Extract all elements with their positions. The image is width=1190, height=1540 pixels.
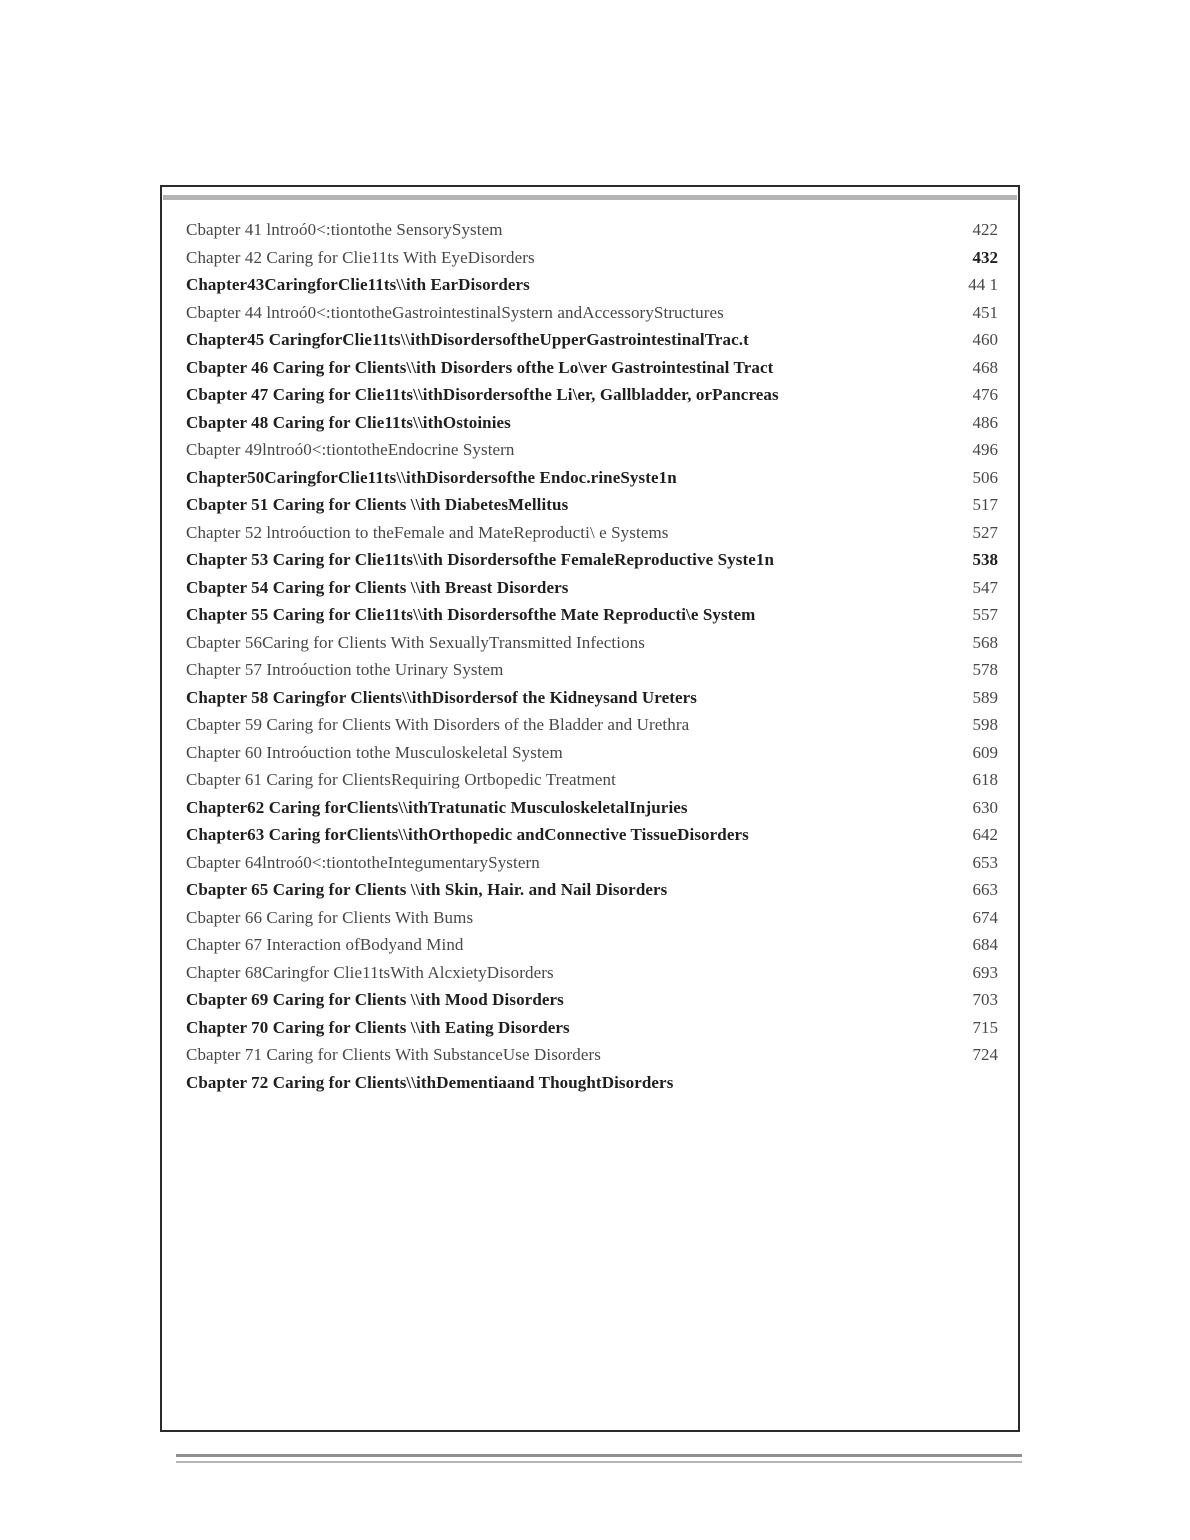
toc-entry <box>186 436 998 464</box>
chapter-title: Cbapter 44 lntroó0<:tiontotheGastrointestinalSystern andAccessoryStructures <box>186 302 724 322</box>
toc-entry <box>186 986 998 1014</box>
chapter-title: Cbapter 61 Caring for ClientsRequiring Ortbopedic Treatment <box>186 770 616 789</box>
page-number: 609 <box>972 742 998 762</box>
page-number: 618 <box>972 770 998 789</box>
chapter-title: Chapter 58 Caringfor Clients\\ithDisordersof the Kidneysand Ureters <box>186 687 698 707</box>
toc-list <box>186 216 998 1096</box>
page-number: 451 <box>972 302 998 322</box>
page-number: 693 <box>972 962 998 982</box>
page-number: 496 <box>972 440 998 459</box>
page-number: 663 <box>972 880 998 899</box>
toc-entry <box>186 629 998 657</box>
page-number: 527 <box>972 522 998 542</box>
toc-entry <box>186 931 998 959</box>
chapter-title: Cbapter 41 lntroó0<:tiontothe SensorySystem <box>186 220 503 239</box>
toc-entry <box>186 1069 998 1097</box>
toc-entry <box>186 244 998 272</box>
chapter-title: Cbapter 48 Caring for Clie11ts\\ithOstoinies <box>186 412 511 432</box>
toc-entry <box>186 1041 998 1069</box>
chapter-title: Cbapter 56Caring for Clients With SexuallyTransmitted Infections <box>186 632 645 652</box>
chapter-title: Chapter 60 Introóuction tothe Musculoskeletal System <box>186 742 563 762</box>
page-number: 557 <box>972 605 998 624</box>
page-number: 724 <box>972 1045 998 1064</box>
toc-entry <box>186 271 998 299</box>
chapter-title: Cbapter 72 Caring for Clients\\ithDementiaand ThoughtDisorders <box>186 1072 674 1092</box>
scan-top-bar <box>163 195 1017 200</box>
toc-entry <box>186 904 998 932</box>
page-number: 630 <box>972 797 998 817</box>
toc-entry <box>186 574 998 602</box>
chapter-title: Chapter63 Caring forClients\\ithOrthopedic andConnective TissueDisorders <box>186 825 749 844</box>
page-number: 653 <box>972 852 998 872</box>
page-number: 422 <box>972 220 998 239</box>
chapter-title: Cbapter 71 Caring for Clients With SubstanceUse Disorders <box>186 1045 601 1064</box>
page-number: 486 <box>972 412 998 432</box>
page-number: 468 <box>972 357 998 377</box>
chapter-title: Cbapter 59 Caring for Clients With Disorders of the Bladder and Urethra <box>186 715 690 734</box>
page-number: 476 <box>972 385 998 404</box>
page-frame <box>160 185 1020 1432</box>
chapter-title: Cbapter 65 Caring for Clients \\ith Skin, Hair. and Nail Disorders <box>186 880 668 899</box>
toc-entry <box>186 326 998 354</box>
toc-entry <box>186 959 998 987</box>
toc-entry <box>186 684 998 712</box>
chapter-title: Chapter 70 Caring for Clients \\ith Eating Disorders <box>186 1017 570 1037</box>
page-number: 506 <box>972 467 998 487</box>
page-number: 538 <box>972 550 998 569</box>
chapter-title: Cbapter 47 Caring for Clie11ts\\ithDisordersofthe Li\er, Gallbladder, orPancreas <box>186 385 779 404</box>
chapter-title: Chapter 67 Interaction ofBodyand Mind <box>186 935 464 954</box>
toc-entry <box>186 409 998 437</box>
chapter-title: Chapter 55 Caring for Clie11ts\\ith Disordersofthe Mate Reproducti\e System <box>186 605 756 624</box>
chapter-title: Cbapter 64lntroó0<:tiontotheIntegumentarySystern <box>186 852 540 872</box>
page-number: 674 <box>972 907 998 927</box>
toc-entry <box>186 821 998 849</box>
chapter-title: Cbapter 54 Caring for Clients \\ith Breast Disorders <box>186 577 569 597</box>
chapter-title: Cbapter 69 Caring for Clients \\ith Mood Disorders <box>186 990 564 1009</box>
toc-entry <box>186 381 998 409</box>
page-number: 568 <box>972 632 998 652</box>
page-number: 578 <box>972 660 998 679</box>
toc-entry <box>186 464 998 492</box>
toc-entry <box>186 849 998 877</box>
chapter-title: Chapter43CaringforClie11ts\\ith EarDisorders <box>186 275 530 294</box>
toc-entry <box>186 519 998 547</box>
toc-entry <box>186 739 998 767</box>
chapter-title: Cbapter 49lntroó0<:tiontotheEndocrine Systern <box>186 440 515 459</box>
toc-entry <box>186 711 998 739</box>
chapter-title: Chapter 57 Introóuction tothe Urinary System <box>186 660 504 679</box>
page-number: 598 <box>972 715 998 734</box>
chapter-title: Cbapter 46 Caring for Clients\\ith Disorders ofthe Lo\ver Gastrointestinal Tract <box>186 357 774 377</box>
page-number: 589 <box>972 687 998 707</box>
chapter-title: Chapter 52 lntroóuction to theFemale and MateReproducti\ e Systems <box>186 522 669 542</box>
chapter-title: Chapter45 CaringforClie11ts\\ithDisordersoftheUpperGastrointestinalTrac.t <box>186 330 749 349</box>
page-number: 460 <box>972 330 998 349</box>
scan-bottom-rule <box>176 1454 1022 1463</box>
toc-entry <box>186 794 998 822</box>
chapter-title: Chapter 42 Caring for Clie11ts With EyeDisorders <box>186 247 535 267</box>
toc-entry <box>186 546 998 574</box>
toc-entry <box>186 216 998 244</box>
toc-entry <box>186 601 998 629</box>
toc-entry <box>186 354 998 382</box>
page-number: 432 <box>972 247 998 267</box>
chapter-title: Chapter 68Caringfor Clie11tsWith AlcxietyDisorders <box>186 962 554 982</box>
chapter-title: Chapter 53 Caring for Clie11ts\\ith Disordersofthe FemaleReproductive Syste1n <box>186 550 775 569</box>
toc-entry <box>186 1014 998 1042</box>
page-number: 703 <box>972 990 998 1009</box>
chapter-title: Cbapter 51 Caring for Clients \\ith DiabetesMellitus <box>186 495 569 514</box>
page-number: 547 <box>972 577 998 597</box>
toc-entry <box>186 766 998 794</box>
chapter-title: Chapter62 Caring forClients\\ithTratunatic MusculoskeletalInjuries <box>186 797 688 817</box>
page-number: 715 <box>972 1017 998 1037</box>
page-number: 642 <box>972 825 998 844</box>
page-number: 517 <box>972 495 998 514</box>
toc-entry <box>186 656 998 684</box>
page-number: 684 <box>972 935 998 954</box>
toc-entry <box>186 491 998 519</box>
page-number: 44 1 <box>968 275 998 294</box>
chapter-title: Chapter50CaringforClie11ts\\ithDisordersofthe Endoc.rineSyste1n <box>186 467 677 487</box>
chapter-title: Cbapter 66 Caring for Clients With Bums <box>186 907 474 927</box>
toc-entry <box>186 876 998 904</box>
toc-entry <box>186 299 998 327</box>
